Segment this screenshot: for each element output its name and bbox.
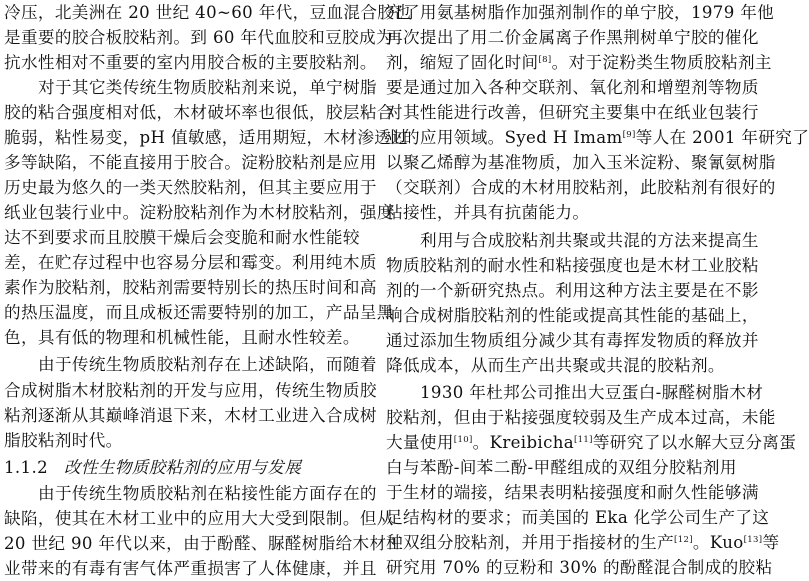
text-run: 。Kuo [692, 533, 744, 552]
text-line: 冷压，北美洲在 20 世纪 40~60 年代，豆血混合胶也 [4, 3, 412, 22]
text-line: 粘接性，并具有抗菌能力。 [386, 203, 590, 222]
text-line: 利用与合成胶粘剂共聚或共混的方法来提高生 [420, 231, 759, 250]
text-line: 脂胶粘剂时代。 [4, 431, 123, 450]
citation: [10] [453, 435, 473, 445]
text-line: 的热压温度，而且成板还需要特别的加工，产品呈黑 [4, 303, 394, 322]
text-line: 要是通过加入各种交联剂、氧化剂和增塑剂等物质 [386, 78, 759, 97]
text-line: 再次提出了用二价金属离子作黑荆树单宁胶的催化 [386, 28, 759, 47]
text-line: 响合成树脂胶粘剂的性能或提高其性能的基础上， [386, 306, 759, 325]
section-heading [4, 455, 368, 480]
text-line [386, 530, 780, 555]
section-number: 1.1.2 [4, 458, 48, 477]
citation: [8] [538, 55, 552, 65]
text-line: 色，具有低的物理和机械性能，且耐水性较差。 [4, 328, 360, 347]
text-line: 降低成本，从而生产出共聚或共混的胶粘剂。 [386, 356, 725, 375]
text-line: 粘剂逐渐从其巅峰消退下来，木材工业进入合成树 [4, 406, 377, 425]
text-line [386, 50, 772, 75]
text-line: 1930 年杜邦公司推出大豆蛋白-脲醛树脂木材 [420, 383, 764, 402]
text-run: 种双组分胶粘剂，并用于指接材的生产 [386, 533, 675, 552]
text-line: 脆弱，粘性易变，pH 值敏感，适用期短，木材渗透过 [4, 128, 409, 147]
text-line: 差，在贮存过程中也容易分层和霉变。利用纯木质 [4, 253, 377, 272]
text-line: 通过添加生物质组分减少其有毒挥发物质的释放并 [386, 331, 759, 350]
text-line: 于生材的端接，结果表明粘接强度和耐久性能够满 [386, 483, 759, 502]
text-line: 20 世纪 90 年代以来，由于酚醛、脲醛树脂给木材工 [4, 534, 404, 553]
text-line: 物质胶粘剂的耐水性和粘接强度也是木材工业胶粘 [386, 256, 759, 275]
text-run: 等人在 2001 年研究了 [635, 128, 809, 147]
text-line: 素作为胶粘剂，胶粘剂需要特别长的热压时间和高 [4, 278, 377, 297]
text-run: 等 [762, 533, 780, 552]
text-run: 等研究了以水解大豆分离蛋 [592, 433, 797, 452]
citation: [11] [574, 435, 593, 445]
citation: [9] [622, 130, 636, 140]
text-line: 达不到要求而且胶膜干燥后会变脆和耐水性能较 [4, 228, 360, 247]
text-line: 研究用 70% 的豆粉和 30% 的酚醛混合制成的胶粘 [386, 558, 773, 577]
citation: [13] [743, 535, 763, 545]
text-line: 由于传统生物质胶粘剂在粘接性能方面存在的 [38, 484, 377, 503]
text-run: 剂，缩短了固化时间 [386, 53, 539, 72]
text-line: 足结构材的要求；而美国的 Eka 化学公司生产了这 [386, 508, 770, 527]
text-line: 究了用氨基树脂作加强剂制作的单宁胶，1979 年他 [386, 3, 775, 22]
text-line: 对其性能进行改善，但研究主要集中在纸业包装行 [386, 103, 759, 122]
text-line [386, 430, 797, 455]
text-line: 以聚乙烯醇为基准物质，加入玉米淀粉、聚氰氨树脂 [386, 153, 776, 172]
text-run: 大量使用 [386, 433, 454, 452]
text-run: 。Kreibicha [472, 433, 574, 452]
text-line: 合成树脂木材胶粘剂的开发与应用，传统生物质胶 [4, 381, 377, 400]
citation: [12] [674, 535, 693, 545]
text-line: 历史最为悠久的一类天然胶粘剂，但其主要应用于 [4, 178, 377, 197]
text-run: 。对于淀粉类生物质胶粘剂主 [551, 53, 772, 72]
text-line: 多等缺陷，不能直接用于胶合。淀粉胶粘剂是应用 [4, 153, 377, 172]
text-line: 是重要的胶合板胶粘剂。到 60 年代血胶和豆胶成为 [4, 28, 393, 47]
text-line [386, 125, 809, 150]
text-line: 对于其它类传统生物质胶粘剂来说，单宁树脂 [38, 78, 377, 97]
text-run: 业的应用领域。Syed H Imam [386, 128, 623, 147]
text-line: 纸业包装行业中。淀粉胶粘剂作为木材胶粘剂，强度 [4, 203, 394, 222]
text-line: 胶粘剂，但由于粘接强度较弱及生产成本过高，未能 [386, 408, 776, 427]
text-line: 缺陷，使其在木材工业中的应用大大受到限制。但从 [4, 509, 394, 528]
text-line: 抗水性相对不重要的室内用胶合板的主要胶粘剂。 [4, 53, 377, 72]
text-line: （交联剂）合成的木材用胶粘剂，此胶粘剂有很好的 [386, 178, 776, 197]
text-line: 业带来的有毒有害气体严重损害了人体健康，并且 [4, 559, 377, 578]
section-title: 改性生物质胶粘剂的应用与发展 [63, 458, 302, 477]
text-line: 胶的粘合强度相对低，木材破坏率也很低，胶层粘合 [4, 103, 394, 122]
text-line: 由于传统生物质胶粘剂存在上述缺陷，而随着 [38, 355, 377, 374]
text-line: 剂的一个新研究热点。利用这种方法主要是在不影 [386, 281, 759, 300]
text-line: 白与苯酚-间苯二酚-甲醛组成的双组分胶粘剂用 [386, 458, 737, 477]
